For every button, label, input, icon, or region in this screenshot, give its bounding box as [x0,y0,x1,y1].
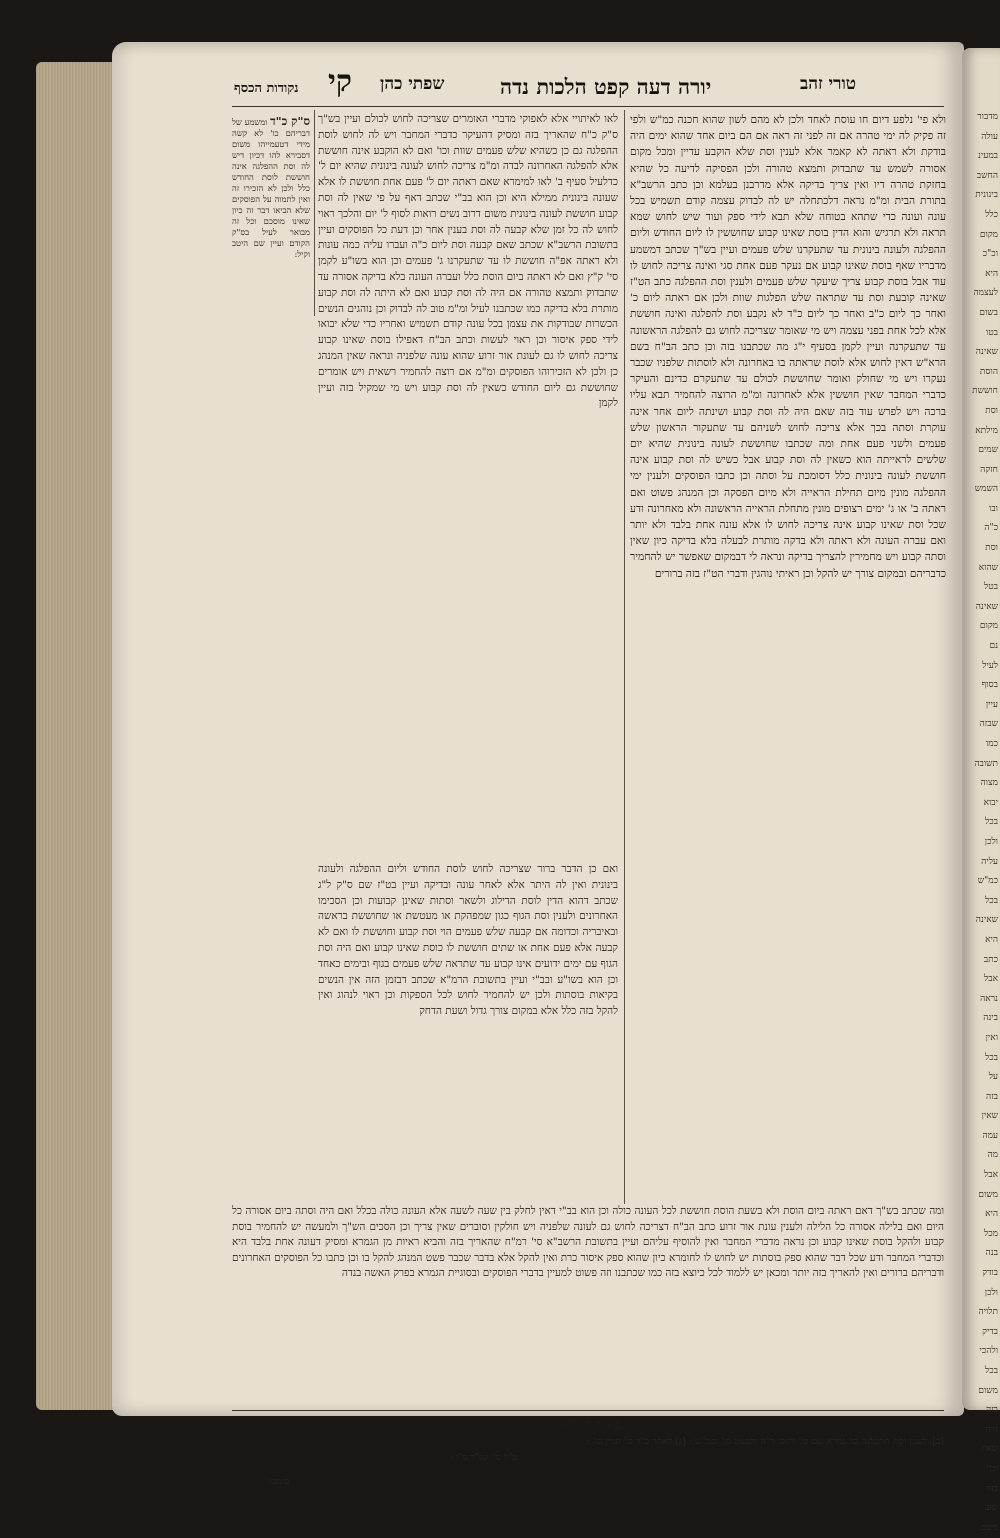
column-divider-main [624,110,625,1204]
siftei-kohen-column-top: לאו לאיתויי אלא לאפוקי מדברי האומרים שצריכה לחוש לכולם ועיין בש"ך ס"ק כ"ח שהאריך בזה ומסיק דהעיקר כדברי המחבר ויש לה לחוש לוסת ההפלגה גם כן כשהיא שלש פעמים שוות וכו' ואם לא הוקבע אינה חוששת אלא להפלגה האחרונה לבדה ומ"מ צריכה לחוש לעונה בינונית שהיא יום ל' כדלעיל סעיף ב' לאו למימרא שאם ראתה יום ל' פעם אחת חוששת לו אלא שעונה בינונית ממילא היא וכן הוא בב"י שכתב דאף על פי שאין לה וסת קבוע חוששת לעונה בינונית משום דרוב נשים רואות לסוף ל' יום והלכך ראוי לחוש לה כל זמן שלא קבעה לה וסת בענין אחר וכן דעת כל הפוסקים ועיין בתשובת הרשב"א שכתב שאם קבעה וסת ליום כ"ה ועברו עליה כמה עונות ולא ראתה אפ"ה חוששת לו עד שתעקרנו ג' פעמים וכן הוא בשו"ע לקמן סי' ק"ץ ואם לא ראתה ביום הוסת כלל ועברה העונה בלא בדיקה אסורה עד שתבדוק ותמצא טהורה אם היה לה וסת קבוע ואם לא היתה לה וסת קבוע מותרת בלא בדיקה כמו שכתבנו לעיל ומ"מ טוב לה לבדוק וכן נוהגים הנשים הכשרות שבודקות את עצמן בכל עונה קודם תשמיש ואחריו כדי שלא יבואו לידי ספק איסור וכן ראוי לעשות וכתב הב"ח דאפילו בוסת שאינו קבוע צריכה לחוש לו גם לעונת אור זרוע שהוא עונה שלפניה ונראה שאין המנהג כן ולכן לא הזכירוהו הפוסקים ומ"מ אם רוצה להחמיר רשאית ויש אומרים שחוששת גם ליום החודש כשאין לה וסת קבוע ויש מי שמקיל בזה ועיין לקמן [318,113,618,410]
facing-page-text: מדבור עולה במעינ החשב בינונית כלל מקום וכ"כ היא לעצמה בשום בטו שאינה הוסת חוששת וסת מילתא שמים חזקה השמש ובו כ"ה וסת שהוא בטל שאינה מקום נם לעיל בסוף עיין שבזה כמו תשובה מצוה יבוא בכל ולכן עליה כמ"ש בכל שאינה היא כתב אבל נראה בינה ואין בכל על בזה שאין עמה מה אבל משום היא מכל בנה בודק ולכן תלויה בדיק ולהכי בכל משום בזה היה שאין וכו' בזה שוב משם [972,112,998,1533]
header-section-title: יורה דעה קפט הלכות נדה [500,74,712,99]
page-number: קי [328,64,352,99]
header-nekudot-hakesef: נקודות הכסף [234,81,299,96]
biur-hagra-title: ביאור הגר"א [560,1417,621,1431]
nekudot-hakesef-column [232,116,310,316]
full-width-commentary: ומה שכתב בש"ך דאם ראתה ביום הוסת ולא בשעת הוסת חוששת לכל העונה כולה וכן הוא בב"י דאין לחלק בין שעה לשעה אלא העונה כולה בכלל ואם היה וסתה ביום אסורה כל היום ואם בלילה אסורה כל הלילה ולענין עונת אור זרוע כתב הב"ח דצריכה לחוש גם לעונה שלפניה ויש חולקין וסוברים שאין צריך וכן הסכים הש"ך ולמעשה יש להחמיר בוסת קבוע ולהקל בוסת שאינו קבוע וכן נראה מדברי המחבר ואין להוסיף עליהם ועיין בתשובת הרשב"א סי' רמ"ח שהאריך בזה והביא ראיות מן הגמרא ומסיק דעונה אחת בלבד היא וכדברי המחבר ודע שכל דבר שהוא ספק בוסתות יש לחוש לו לחומרא כיון שהוא ספק איסור כרת ואין להקל אלא בדבר שכבר פשט המנהג להקל בו וכן כתבו כל הפוסקים האחרונים ודבריהם ברורים ואין להאריך בזה יותר ומכאן יש ללמוד לכל כיוצא בזה כמו שכתבנו וזה פשוט למעיין בדברי הפוסקים ובסוגיית הגמרא בפרק האשה בנדה [232,1205,944,1280]
biur-hagra-subline: ע"ל סי' קפ"ד ס"ו : [450,1453,518,1463]
header-turei-zahav: טורי זהב [800,74,857,94]
facing-page-edge [962,48,1000,1533]
header-siftei-kohen: שפתי כהן [380,74,445,94]
book-page-edges [36,62,122,1410]
biur-hagra-text: [ב] ולענין וסת ההפלגה כו' גמרא שם כו' ותוס' ד"ה ולמעט כו' וכמ"ש : [ג] לאחר כ"ד כו' ועיין כו' : [586,1436,944,1447]
turei-zahav-column: ולא פי' נלפע דיום חו עוסת לאחד ולכן לא מהם לשון שהוא חכנה כמ"ש ולפי זה פקיק לה ימי טהרה אם זה לפני זה ראה אם הם ביום אחד שהוא ימים היה בודקת ולא ראתה לא קאמר אלא לענין וסת שלא הוקבע עדיין ומכל מקום אסורה לשמש עד שתבדוק ותמצא טהורה ולכן הפסיקה לדיעה כל שהיא בחזקת טהרה דיו ואין צריך בדיקה אלא מדרבנן בעלמא וכן כתב הרשב"א בתורת הבית ומ"מ נראה דלכתחלה יש לה לבדוק עצמה קודם תשמיש בכל עונה ועונה כדי שתהא בטוחה שלא תבא לידי ספק ועוד שיש לחוש שמא תראה ולא תרגיש והוא הדין בוסת שאינו קבוע שחוששין לו ליום החודש וליום ההפלגה ולעונה בינונית עד שתעקרנו שלש פעמים ועיין בש"ך שכתב דמשמע מדבריו שאף בוסת שאינו קבוע אם נעקר פעם אחת סגי ואינה צריכה לחוש לו עוד אבל בוסת קבוע צריך שיעקר שלש פעמים ולענין וסת ההפלגה כתב הט"ז שאינה קובעת וסת עד שתראה שלש הפלגות שוות ולכן אם ראתה ליום כ' ואחר כך ליום כ"ב ואחר כך ליום כ"ד לא נקבע וסת להפלגה ואינה חוששת אלא לכל אחת בפני עצמה ויש מי שאומר שצריכה לחוש גם להפלגה הראשונה עד שתעקרנה ועיין לקמן בסעיף י"ג מה שכתבנו בזה וכן כתב הב"ח בשם הרא"ש דאין לחוש אלא לוסת שראתה בו באחרונה ולא לוסתות שלפניו שכבר נעקרו ויש מי שחולק ואומר שחוששת לכולם עד שתעקרם כדינם והעיקר כדברי המחבר שאין חוששין אלא לאחרונה ומ"מ הרוצה להחמיר תבא עליו ברכה ויש לפרש עוד בזה שאם היה לה וסת קבוע ושינתה ליום אחר אינה עוקרת וסתה בכך אלא צריכה לחוש לשניהם עד שתעקור הראשון שלש פעמים ולשני פעם אחת ומה שכתבו שחוששת לעונה בינונית שהיא יום שלשים לראייתה הוא כשאין לה וסת קבוע אבל כשיש לה וסת קבוע אינה חוששת לעונה בינונית כלל דסומכת על וסתה וכן כתבו הפוסקים ולענין ימי ההפלגה מונין מיום תחילת הראייה ולא מיום הפסקה וכן המנהג פשוט ואם ראתה ב' או ג' ימים רצופים מונין מתחלת הראייה הראשונה ולא מאחרונה ודע שכל וסת שאינו קבוע אינה צריכה לחוש לו אלא עונה אחת בלבד ולא יותר ואם עברה העונה ולא ראתה ולא בדקה מותרת לבעלה בלא בדיקה כיון שאין וסתה קבוע ויש מחמירין להצריך בדיקה ונראה לי דבמקום שאפשר יש להחמיר כדבריהם ובמקום צורך יש להקל וכן ראיתי נוהגין ודברי הט"ז בזה ברורים [630,114,946,580]
sidebar-text: ומשמע של דבריהם כו' לא קשה מידי דטעמייהו משום דסבירא להו דכיון דיש לה וסת ההפלגה אינה חוששת לוסת החודש כלל ולכן לא הזכירו זה ואין לתמוה על הפוסקים שלא הביאו דבר זה כיון שאינו מוסכם וכל זה מבואר לעיל בס"ק הקודם ועיין שם היטב וקיל: [232,117,310,259]
header-rule [232,106,944,107]
column-divider-side [314,110,315,316]
footer-rule [232,1410,944,1411]
siftei-kohen-column-bottom: ואם כן הדבר ברור שצריכה לחוש לוסת החודש וליום ההפלגה ולעונה בינונית ואין לה היתר אלא לאחר עונה ובדיקה ועיין בט"ז שם ס"ק ל"ג שכתב דהוא הדין לוסת הדילוג ולשאר וסתות שאינן קבועות וכן הסכימו האחרונים ולענין וסת הגוף כגון שמפהקת או מעטשת או שחוששת בראשה ובאיבריה וכדומה אם קבעה שלש פעמים הוי וסת קבוע וחוששת לו ואם לא קבעה אלא פעם אחת או שתים חוששת לו כוסת שאינו קבוע ואם היה וסת הגוף עם ימים ידועים אינו קבוע עד שתראה שלש פעמים בגוף ובימים כאחד וכן הוא בשו"ע ובב"י ועיין בתשובת הרמ"א שכתב דבזמן הזה אין הנשים בקיאות בוסתות ולכן יש להחמיר לחוש לכל הספקות וכן ראוי לנהוג ואין להקל בזה כלל אלא במקום צורך גדול ושעת הדחק [318,863,618,1018]
catchword: סימנא [268,1477,290,1487]
sidebar-heading: ס"ק כ"ד [270,114,310,128]
